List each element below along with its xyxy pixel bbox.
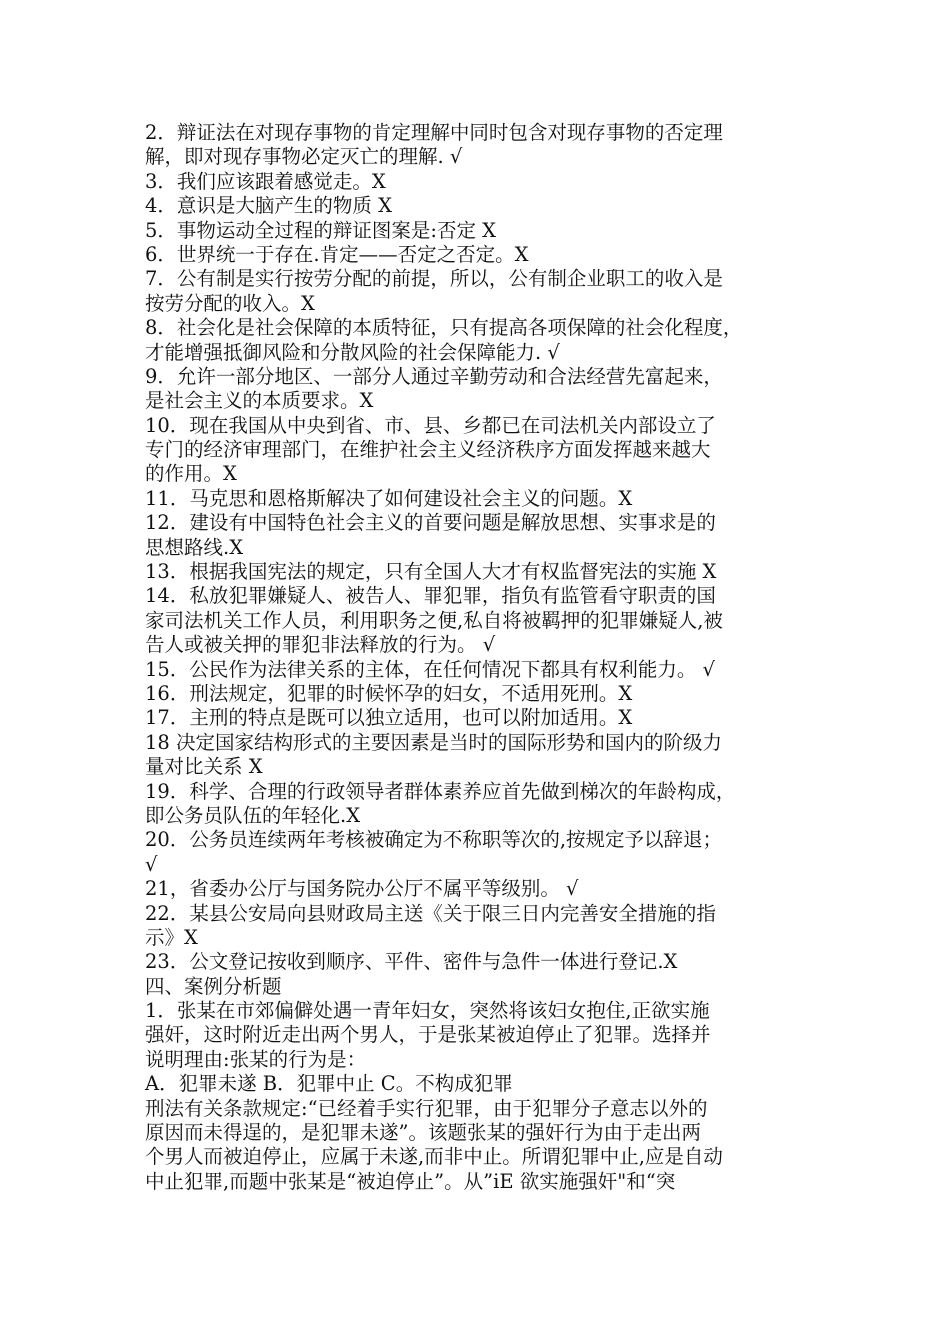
text-line: 解，即对现存事物必定灭亡的理解. √ (145, 145, 463, 169)
text-line: √ (145, 852, 158, 876)
text-line: 原因而未得逞的，是犯罪未遂”。该题张某的强奸行为由于走出两 (145, 1121, 701, 1145)
text-line: 23．公文登记按收到顺序、平件、密件与急件一体进行登记.X (145, 950, 678, 974)
text-line: 的作用。X (145, 462, 237, 486)
document-body (145, 121, 815, 1194)
text-line: 20．公务员连续两年考核被确定为不称职等次的,按规定予以辞退； (145, 828, 723, 852)
answer-options: A．犯罪未遂 B．犯罪中止 C。不构成犯罪 (145, 1072, 513, 1096)
text-line: 是社会主义的本质要求。X (145, 389, 374, 413)
text-line: 16．刑法规定，犯罪的时候怀孕的妇女，不适用死刑。X (145, 681, 633, 705)
text-line: 17．主刑的特点是既可以独立适用，也可以附加适用。X (145, 706, 633, 730)
text-line: 15．公民作为法律关系的主体，在任何情况下都具有权利能力。 √ (145, 657, 715, 681)
text-line: 中止犯罪,而题中张某是“被迫停止”。从”iE 欲实施强奸"和“突 (145, 1169, 676, 1193)
text-line: 5．事物运动全过程的辩证图案是:否定 X (145, 218, 497, 242)
text-line: 14．私放犯罪嫌疑人、被告人、罪犯罪，指负有监管看守职责的国 (145, 584, 716, 608)
text-line: 个男人而被迫停止，应属于未遂,而非中止。所谓犯罪中止,应是自动 (145, 1145, 723, 1169)
section-heading: 四、案例分析题 (145, 974, 282, 998)
text-line: 家司法机关工作人员，利用职务之便,私自将被羁押的犯罪嫌疑人,被 (145, 608, 723, 632)
text-line: 4．意识是大脑产生的物质 X (145, 194, 392, 218)
text-line: 才能增强抵御风险和分散风险的社会保障能力. √ (145, 340, 560, 364)
text-line: 9．允许一部分地区、一部分人通过辛勤劳动和合法经营先富起来， (145, 364, 723, 388)
text-line: 21，省委办公厅与国务院办公厅不属平等级别。 √ (145, 877, 579, 901)
text-line: 即公务员队伍的年轻化.X (145, 803, 361, 827)
text-line: 10．现在我国从中央到省、市、县、乡都已在司法机关内部设立了 (145, 413, 716, 437)
text-line: 说明理由:张某的行为是： (145, 1047, 367, 1071)
text-line: 2．辩证法在对现存事物的肯定理解中同时包含对现存事物的否定理 (145, 121, 723, 144)
text-line: 量对比关系 X (145, 755, 263, 779)
text-line: 12．建设有中国特色社会主义的首要问题是解放思想、实事求是的 (145, 511, 716, 535)
text-line: 19．科学、合理的行政领导者群体素养应首先做到梯次的年龄构成， (145, 779, 736, 803)
text-line: 1．张某在市郊偏僻处遇一青年妇女，突然将该妇女抱住,正欲实施 (145, 999, 710, 1023)
text-line: 刑法有关条款规定:“已经着手实行犯罪，由于犯罪分子意志以外的 (145, 1096, 708, 1120)
text-line: 6．世界统一于存在.肯定——否定之否定。X (145, 242, 529, 266)
text-line: 8．社会化是社会保障的本质特征，只有提高各项保障的社会化程度， (145, 316, 743, 340)
text-line: 18 决定国家结构形式的主要因素是当时的国际形势和国内的阶级力 (145, 730, 723, 754)
text-line: 告人或被关押的罪犯非法释放的行为。 √ (145, 633, 496, 657)
text-line: 3．我们应该跟着感觉走。X (145, 169, 386, 193)
text-line: 11．马克思和恩格斯解决了如何建设社会主义的问题。X (145, 486, 633, 510)
text-line: 示》X (145, 925, 198, 949)
text-line: 专门的经济审理部门，在维护社会主义经济秩序方面发挥越来越大 (145, 438, 711, 462)
text-line: 13．根据我国宪法的规定，只有全国人大才有权监督宪法的实施 X (145, 560, 717, 584)
text-line: 22．某县公安局向县财政局主送《关于限三日内完善安全措施的指 (145, 901, 716, 925)
text-line: 按劳分配的收入。X (145, 291, 315, 315)
text-line: 思想路线.X (145, 535, 244, 559)
text-line: 7．公有制是实行按劳分配的前提，所以，公有制企业职工的收入是 (145, 267, 723, 291)
text-line: 强奸，这时附近走出两个男人，于是张某被迫停止了犯罪。选择并 (145, 1023, 711, 1047)
